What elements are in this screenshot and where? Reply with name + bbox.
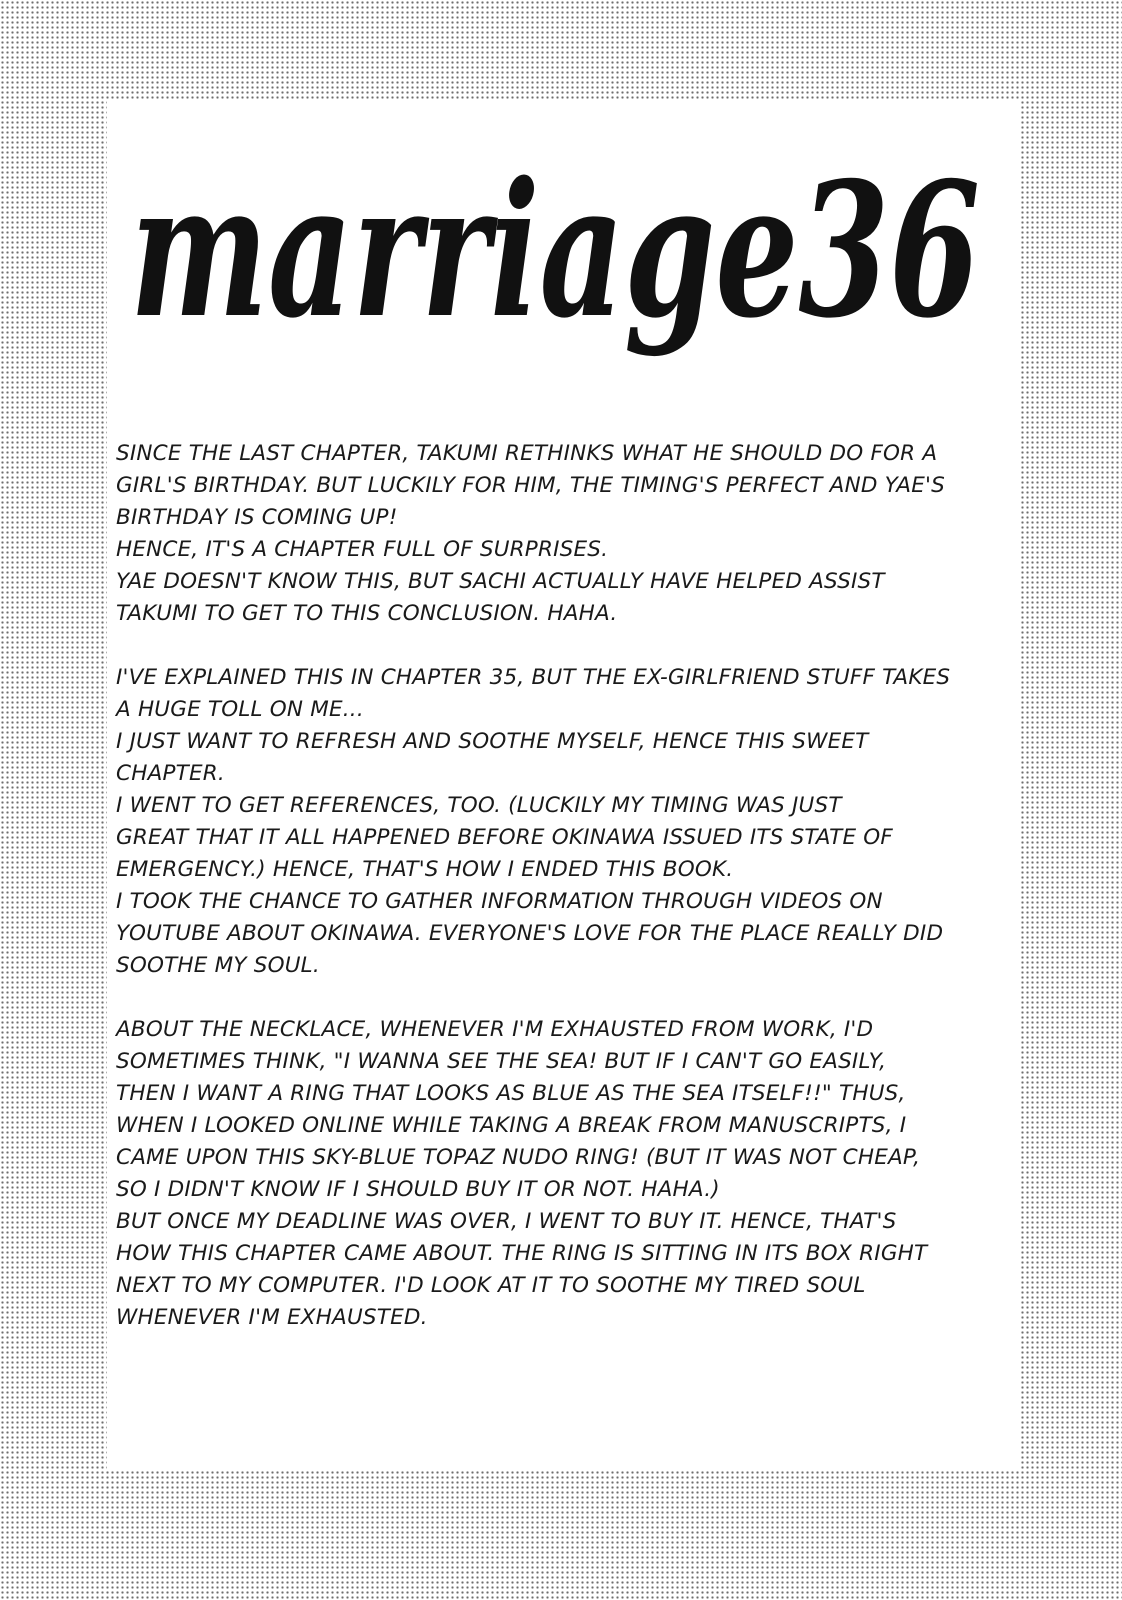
- text-line: YOUTUBE ABOUT OKINAWA. EVERYONE'S LOVE FOR THE PLACE REALLY DID: [116, 921, 944, 946]
- text-line: BUT ONCE MY DEADLINE WAS OVER, I WENT TO BUY IT. HENCE, THAT'S: [116, 1209, 897, 1234]
- text-line: GREAT THAT IT ALL HAPPENED BEFORE OKINAWA ISSUED ITS STATE OF: [116, 825, 893, 850]
- text-line: THEN I WANT A RING THAT LOOKS AS BLUE AS THE SEA ITSELF!!" THUS,: [116, 1081, 906, 1106]
- text-line: NEXT TO MY COMPUTER. I'D LOOK AT IT TO SOOTHE MY TIRED SOUL: [116, 1273, 866, 1298]
- chapter-title-text: marriage36: [130, 141, 980, 359]
- chapter-title: [130, 140, 990, 380]
- text-line: SO I DIDN'T KNOW IF I SHOULD BUY IT OR NOT. HAHA.): [116, 1177, 720, 1202]
- text-line: SINCE THE LAST CHAPTER, TAKUMI RETHINKS WHAT HE SHOULD DO FOR A: [116, 441, 938, 466]
- text-line: HOW THIS CHAPTER CAME ABOUT. THE RING IS SITTING IN ITS BOX RIGHT: [116, 1241, 928, 1266]
- text-line: TAKUMI TO GET TO THIS CONCLUSION. HAHA.: [116, 601, 618, 626]
- text-line: EMERGENCY.) HENCE, THAT'S HOW I ENDED THIS BOOK.: [116, 857, 734, 882]
- paragraph: [116, 438, 996, 630]
- text-line: CHAPTER.: [116, 761, 225, 786]
- text-line: YAE DOESN'T KNOW THIS, BUT SACHI ACTUALLY HAVE HELPED ASSIST: [116, 569, 885, 594]
- paragraph: [116, 1014, 996, 1334]
- text-line: I TOOK THE CHANCE TO GATHER INFORMATION THROUGH VIDEOS ON: [116, 889, 883, 914]
- text-line: A HUGE TOLL ON ME...: [116, 697, 364, 722]
- text-line: SOMETIMES THINK, "I WANNA SEE THE SEA! BUT IF I CAN'T GO EASILY,: [116, 1049, 887, 1074]
- text-line: BIRTHDAY IS COMING UP!: [116, 505, 398, 530]
- afterword-text: [116, 438, 996, 1334]
- text-line: WHEN I LOOKED ONLINE WHILE TAKING A BREAK FROM MANUSCRIPTS, I: [116, 1113, 907, 1138]
- text-line: SOOTHE MY SOUL.: [116, 953, 320, 978]
- text-line: GIRL'S BIRTHDAY. BUT LUCKILY FOR HIM, THE TIMING'S PERFECT AND YAE'S: [116, 473, 945, 498]
- text-line: I JUST WANT TO REFRESH AND SOOTHE MYSELF, HENCE THIS SWEET: [116, 729, 869, 754]
- text-line: I WENT TO GET REFERENCES, TOO. (LUCKILY MY TIMING WAS JUST: [116, 793, 842, 818]
- text-line: CAME UPON THIS SKY-BLUE TOPAZ NUDO RING! (BUT IT WAS NOT CHEAP,: [116, 1145, 921, 1170]
- text-line: I'VE EXPLAINED THIS IN CHAPTER 35, BUT THE EX-GIRLFRIEND STUFF TAKES: [116, 665, 951, 690]
- text-line: ABOUT THE NECKLACE, WHENEVER I'M EXHAUSTED FROM WORK, I'D: [116, 1017, 874, 1042]
- text-line: HENCE, IT'S A CHAPTER FULL OF SURPRISES.: [116, 537, 609, 562]
- chapter-title-lettering: [130, 140, 990, 380]
- paragraph: [116, 662, 996, 982]
- text-line: WHENEVER I'M EXHAUSTED.: [116, 1305, 428, 1330]
